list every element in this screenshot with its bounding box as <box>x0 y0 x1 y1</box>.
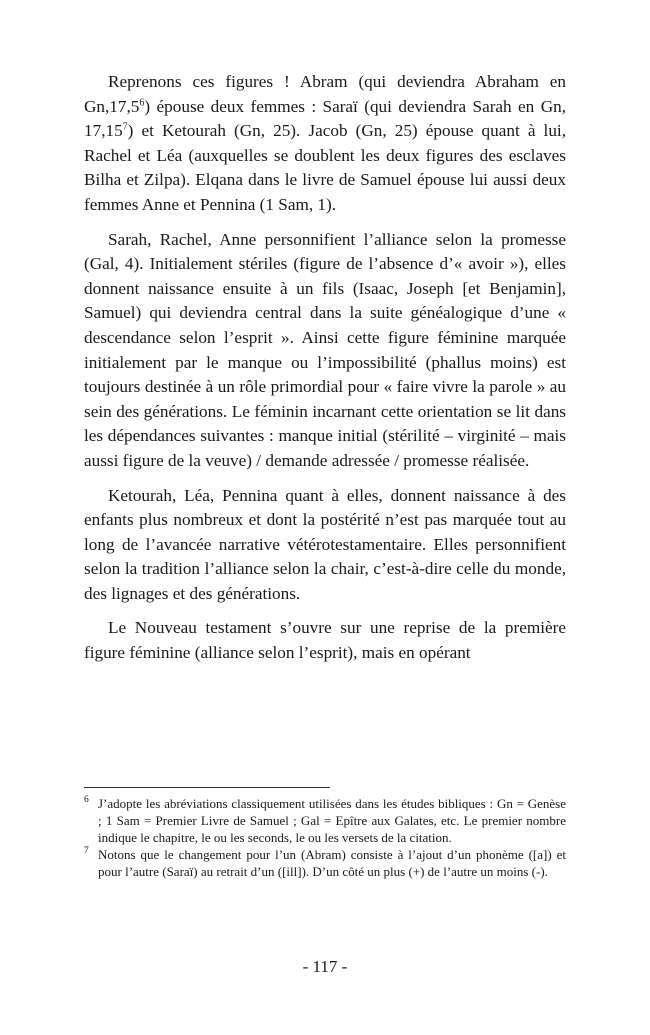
footnote-ref-6: 6 <box>139 96 145 108</box>
paragraph-1-text-a: Reprenons ces figures ! Abram (qui deviendra Abraham en Gn,17,5 <box>84 72 566 116</box>
footnotes <box>84 795 566 880</box>
paragraph-1 <box>84 70 566 218</box>
footnote-number: 6 <box>84 795 89 805</box>
footnote-ref-7: 7 <box>122 121 128 133</box>
footnote-text: J’adopte les abréviations classiquement utilisées dans les études bibliques : Gn = Genèse ; 1 Sam = Premier Livre de Samuel ; Gal = Epître aux Galates, etc. Le premier nombre indique le chapitre, le ou les seconds, le ou les versets de la citation. <box>98 796 566 845</box>
footnote-text: Notons que le changement pour l’un (Abram) consiste à l’ajout d’un phonème ([a]) et pour l’autre (Saraï) au retrait d’un ([ill]). D’un côté un plus (+) de l’autre un moins (-). <box>98 847 566 879</box>
page-number: - 117 - <box>302 957 348 976</box>
main-text <box>84 70 566 666</box>
paragraph-1-text-b: ) épouse deux femmes : Saraï (qui deviendra Sarah en Gn, 17,15 <box>84 96 566 141</box>
paragraph-4: Le Nouveau testament s’ouvre sur une reprise de la première figure féminine (alliance selon l’esprit), mais en opérant <box>84 618 566 663</box>
footnote-number: 7 <box>84 846 89 856</box>
footnote-6 <box>84 795 566 846</box>
paragraph-2: Sarah, Rachel, Anne personnifient l’alliance selon la promesse (Gal, 4). Initialement stériles (figure de l’absence d’« avoir »), elles donnent naissance ensuite à un fils (Isaac, Joseph [et Benjamin], Samuel) qui deviendra central dans la suite généalogique d’une « descendance selon l’esprit ». Ainsi cette figure féminine marquée initialement par le manque ou l’impossibilité (phallus moins) est toujours destinée à un rôle primordial pour « faire vivre la parole » au sein des générations. Le féminin incarnant cette orientation se lit dans les dépendances suivantes : manque initial (stérilité – virginité – mais aussi figure de la veuve) / demande adressée / promesse réalisée. <box>84 229 566 470</box>
paragraph-1-text-c: ) et Ketourah (Gn, 25). Jacob (Gn, 25) épouse quant à lui, Rachel et Léa (auxquelles se doublent les deux figures des esclaves Bilha et Zilpa). Elqana dans le livre de Samuel épouse lui aussi deux femmes Anne et Pennina (1 Sam, 1). <box>84 121 566 214</box>
footnote-7 <box>84 846 566 880</box>
footnote-divider <box>84 787 330 788</box>
paragraph-3: Ketourah, Léa, Pennina quant à elles, donnent naissance à des enfants plus nombreux et dont la postérité n’est pas marquée tout au long de l’avancée narrative vétérotestamentaire. Elles personnifient selon la tradition l’alliance selon la chair, c’est-à-dire celle du monde, des lignages et des générations. <box>84 485 566 603</box>
